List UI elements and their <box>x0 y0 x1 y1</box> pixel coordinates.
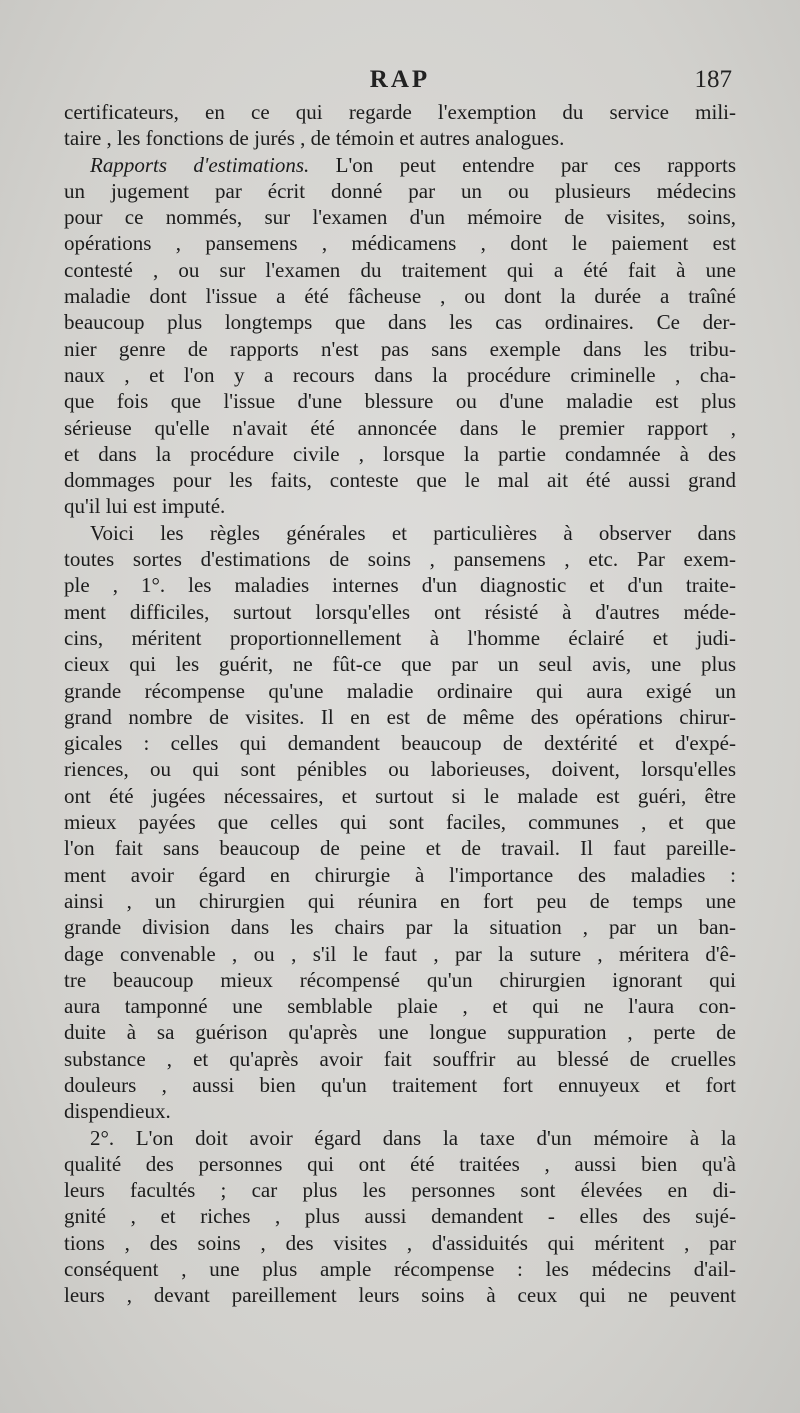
text-line: tre beaucoup mieux récompensé qu'un chirurgien ignorant qui <box>64 967 736 992</box>
text-line: beaucoup plus longtemps que dans les cas ordinaires. Ce der- <box>64 310 736 335</box>
text-line: substance , et qu'après avoir fait souffrir au blessé de cruelles <box>64 1046 736 1071</box>
text-line: aura tamponné une semblable plaie , et qui ne l'aura con- <box>64 994 736 1019</box>
text-line: grande récompense qu'une maladie ordinaire qui aura exigé un <box>64 678 736 703</box>
text-line: un jugement par écrit donné par un ou plusieurs médecins <box>64 178 736 203</box>
text-line: duite à sa guérison qu'après une longue suppuration , perte de <box>64 1020 736 1045</box>
text-line: maladie dont l'issue a été fâcheuse , ou dont la durée a traîné <box>64 284 736 309</box>
text-line: Voici les règles générales et particulières à observer dans <box>90 520 736 545</box>
text-line: riences, ou qui sont pénibles ou laborieuses, doivent, lorsqu'elles <box>64 757 736 782</box>
text-line: leurs facultés ; car plus les personnes sont élevées en di- <box>64 1178 736 1203</box>
text-line: gnité , et riches , plus aussi demandent - elles des sujé- <box>64 1204 736 1229</box>
text-line: que fois que l'issue d'une blessure ou d'une maladie est plus <box>64 389 736 414</box>
text-line: l'on fait sans beaucoup de peine et de travail. Il faut pareille- <box>64 836 736 861</box>
text-line: nier genre de rapports n'est pas sans exemple dans les tribu- <box>64 336 736 361</box>
text-line: ainsi , un chirurgien qui réunira en fort peu de temps une <box>64 888 736 913</box>
running-head: RAP <box>369 66 431 93</box>
text-line: ple , 1°. les maladies internes d'un diagnostic et d'un traite- <box>64 573 736 598</box>
text-line: opérations , pansemens , médicamens , dont le paiement est <box>64 231 736 256</box>
text-line: gicales : celles qui demandent beaucoup de dextérité et d'expé- <box>64 731 736 756</box>
text-line: pour ce nommés, sur l'examen d'un mémoire de visites, soins, <box>64 205 736 230</box>
text-line: douleurs , aussi bien qu'un traitement fort ennuyeux et fort <box>64 1072 736 1097</box>
text-line: ont été jugées nécessaires, et surtout si le malade est guéri, être <box>64 783 736 808</box>
text-line: tions , des soins , des visites , d'assiduités qui méritent , par <box>64 1230 736 1255</box>
page-header <box>64 66 736 102</box>
text-line: sérieuse qu'elle n'avait été annoncée dans le premier rapport , <box>64 415 736 440</box>
text-line: toutes sortes d'estimations de soins , pansemens , etc. Par exem- <box>64 547 736 572</box>
text-line: naux , et l'on y a recours dans la procédure criminelle , cha- <box>64 362 736 387</box>
text-line: ment avoir égard en chirurgie à l'importance des maladies : <box>64 862 736 887</box>
text-line: grand nombre de visites. Il en est de même des opérations chirur- <box>64 704 736 729</box>
text-line: grande division dans les chairs par la situation , par un ban- <box>64 915 736 940</box>
text-line: qualité des personnes qui ont été traitées , aussi bien qu'à <box>64 1151 736 1176</box>
text-line: ment difficiles, surtout lorsqu'elles ont résisté à d'autres méde- <box>64 599 736 624</box>
text-line: dispendieux. <box>64 1099 171 1124</box>
text-line: cieux qui les guérit, ne fût-ce que par un seul avis, une plus <box>64 652 736 677</box>
text-line: et dans la procédure civile , lorsque la partie condamnée à des <box>64 441 736 466</box>
text-line: certificateurs, en ce qui regarde l'exemption du service mili- <box>64 100 736 124</box>
text-line: contesté , ou sur l'examen du traitement qui a été fait à une <box>64 257 736 282</box>
text-line: conséquent , une plus ample récompense : les médecins d'ail- <box>64 1257 736 1282</box>
text-line: qu'il lui est imputé. <box>64 494 226 519</box>
text-line: mieux payées que celles qui sont faciles, communes , et que <box>64 810 736 835</box>
text-line: leurs , devant pareillement leurs soins à ceux qui ne peuvent <box>64 1283 736 1308</box>
body-text <box>64 99 736 1309</box>
text-line: 2°. L'on doit avoir égard dans la taxe d'un mémoire à la <box>90 1125 736 1150</box>
text-line: taire , les fonctions de jurés , de témoin et autres analogues. <box>64 126 565 151</box>
text-line: dage convenable , ou , s'il le faut , par la suture , méritera d'ê- <box>64 941 736 966</box>
text-line: cins, méritent proportionnellement à l'homme éclairé et judi- <box>64 625 736 650</box>
section-heading: Rapports d'estimations. <box>90 152 310 177</box>
text-line: dommages pour les faits, conteste que le mal ait été aussi grand <box>64 468 736 493</box>
text-line <box>64 152 736 178</box>
text-fragment: L'on peut entendre par ces rapports <box>309 152 736 177</box>
page-number: 187 <box>694 66 732 93</box>
